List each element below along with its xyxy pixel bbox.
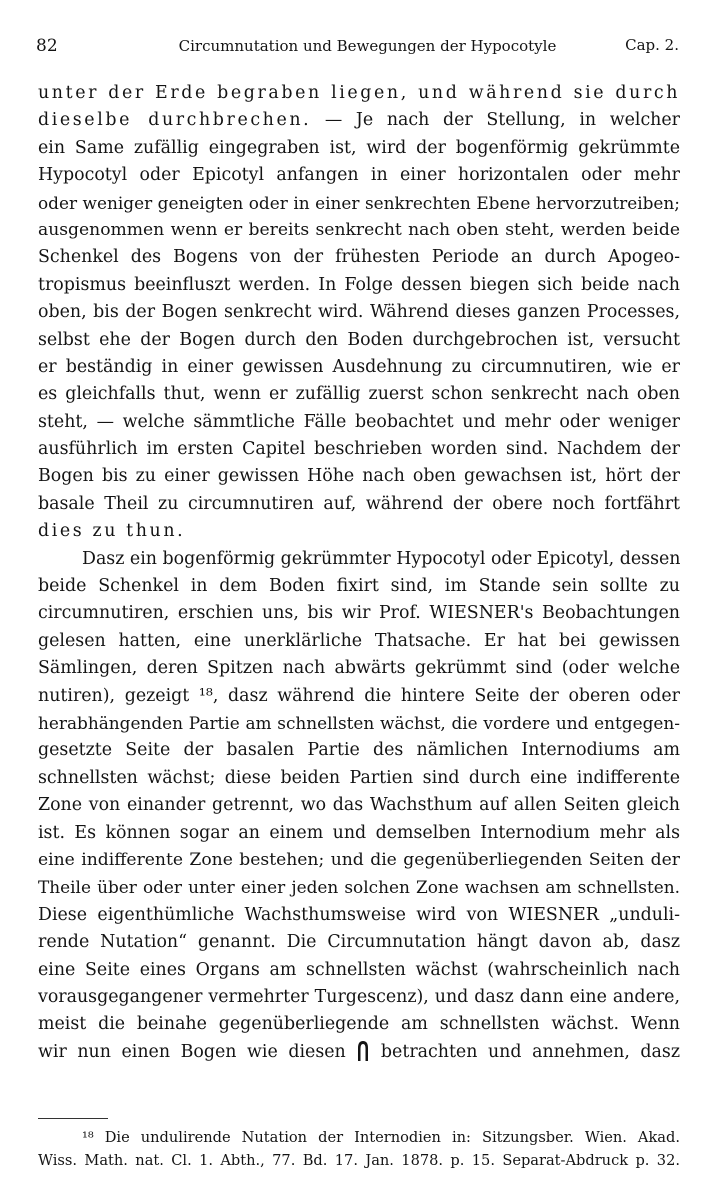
text-line: unter der Erde begraben liegen, und während sie durch [38, 83, 680, 103]
footnote-line: Wiss. Math. nat. Cl. 1. Abth., 77. Bd. 17. Jan. 1878. p. 15. Separat-Abdruck p. 32. [38, 1152, 680, 1169]
text-line: eine indifferente Zone bestehen; und die gegenüberliegenden Seiten der [38, 849, 680, 870]
text-after-glyph: betrachten und annehmen, dasz [380, 1041, 680, 1062]
text-line: selbst ehe der Bogen durch den Boden durchgebrochen ist, versucht [38, 329, 680, 350]
text-line: Schenkel des Bogens von der frühesten Periode an durch Apogeo- [38, 247, 680, 268]
text-line: oben, bis der Bogen senkrecht wird. Während dieses ganzen Processes, [38, 302, 680, 323]
footnote-line: ¹⁸ Die undulirende Nutation der Internodien in: Sitzungsber. Wien. Akad. [82, 1129, 680, 1146]
text-line: gesetzte Seite der basalen Partie des nämlichen Internodiums am [38, 740, 680, 761]
text-line: Hypocotyl oder Epicotyl anfangen in einer horizontalen oder mehr [38, 165, 680, 186]
running-title: Circumnutation und Bewegungen der Hypocotyle [178, 37, 557, 55]
text-line: eine Seite eines Organs am schnellsten wächst (wahrscheinlich nach [38, 959, 680, 980]
text-line: steht, — welche sämmtliche Fälle beobachtet und mehr oder weniger [38, 411, 680, 432]
text-line: Bogen bis zu einer gewissen Höhe nach oben gewachsen ist, hört der [38, 466, 680, 487]
text-line: schnellsten wächst; diese beiden Partien sind durch eine indifferente [38, 767, 680, 788]
text-line: beide Schenkel in dem Boden fixirt sind, im Stande sein sollte zu [38, 576, 680, 597]
text-line: Theile über oder unter einer jeden solchen Zone wachsen am schnellsten. [38, 877, 680, 898]
text-line: gelesen hatten, eine unerklärliche Thatsache. Er hat bei gewissen [38, 630, 680, 651]
text-line: Zone von einander getrennt, wo das Wachsthum auf allen Seiten gleich [38, 795, 680, 816]
chapter-label: Cap. 2. [625, 36, 679, 54]
text-before-glyph: wir nun einen Bogen wie diesen [38, 1041, 346, 1062]
text-line: ist. Es können sogar an einem und demselben Internodium mehr als [38, 822, 680, 843]
text-line: ausführlich im ersten Capitel beschrieben worden sind. Nachdem der [38, 439, 680, 460]
text-line: circumnutiren, erschien uns, bis wir Prof. WIESNER's Beobachtungen [38, 603, 680, 624]
text-line [38, 107, 680, 134]
text-line: es gleichfalls thut, wenn er zufällig zuerst schon senkrecht nach oben [38, 384, 680, 405]
text-line: vorausgegangener vermehrter Turgescenz), und dasz dann eine andere, [38, 986, 680, 1007]
text-line: rende Nutation“ genannt. Die Circumnutation hängt davon ab, dasz [38, 932, 680, 953]
text-line: dies zu thun. [38, 521, 186, 542]
text-line: meist die beinahe gegenüberliegende am schnellsten wächst. Wenn [38, 1014, 680, 1035]
footnotes [38, 1126, 680, 1172]
text-line: ausgenommen wenn er bereits senkrecht nach oben steht, werden beide [38, 219, 680, 240]
page-number: 82 [36, 36, 58, 56]
text-line: nutiren), gezeigt ¹⁸, dasz während die hintere Seite der oberen oder [38, 685, 680, 706]
text-line: Diese eigenthümliche Wachsthumsweise wird von WIESNER „unduli- [38, 904, 680, 925]
running-header [36, 36, 679, 60]
text-line-with-glyph [38, 1039, 680, 1066]
text-line: basale Theil zu circumnutiren auf, während der obere noch fortfährt [38, 493, 680, 514]
spaced-text: dieselbe durchbrechen. [38, 110, 312, 131]
text-line: herabhängenden Partie am schnellsten wächst, die vordere und entgegen- [38, 712, 680, 733]
text-line-rest: — Je nach der Stellung, in welcher [311, 110, 680, 131]
text-line: er beständig in einer gewissen Ausdehnung zu circumnutiren, wie er [38, 356, 680, 377]
main-text [38, 80, 680, 1066]
text-line: tropismus beeinfluszt werden. In Folge dessen biegen sich beide nach [38, 274, 680, 295]
footnote-divider [38, 1118, 108, 1119]
arch-glyph-icon [356, 1039, 370, 1061]
text-line: ein Same zufällig eingegraben ist, wird der bogenförmig gekrümmte [38, 137, 680, 158]
text-line: oder weniger geneigten oder in einer senkrechten Ebene hervorzutreiben; [38, 192, 680, 213]
text-line: Sämlingen, deren Spitzen nach abwärts gekrümmt sind (oder welche [38, 658, 680, 679]
paragraph-start-line: Dasz ein bogenförmig gekrümmter Hypocotyl oder Epicotyl, dessen [82, 548, 680, 569]
